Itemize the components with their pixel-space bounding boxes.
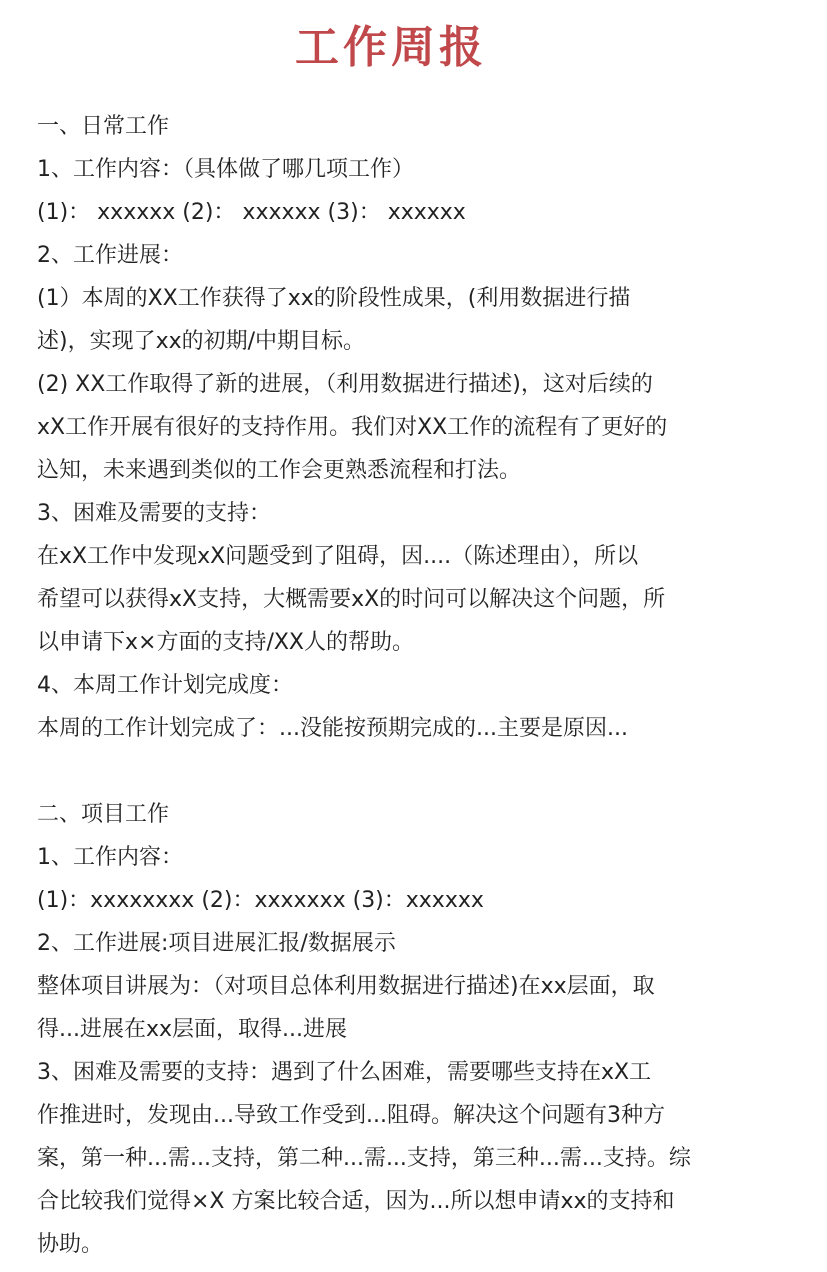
text-line: 作推进时，发现由...导致工作受到...阻碍。解决这个问题有3种方 bbox=[37, 1103, 665, 1128]
text-line: 在xX工作中发现xX问题受到了阻碍，因....（陈述理由），所以 bbox=[37, 544, 639, 569]
text-line: 1、工作内容：（具体做了哪几项工作） bbox=[37, 157, 414, 182]
text-line: (2) XX工作取得了新的进展，（利用数据进行描述)，这对后续的 bbox=[37, 372, 653, 397]
section-heading-project-work: 二、项目工作 bbox=[37, 802, 170, 827]
report-body bbox=[37, 105, 802, 1266]
text-line: 4、本周工作计划完成度： bbox=[37, 673, 293, 698]
page-title: 工作周报 bbox=[295, 22, 487, 73]
text-line: (1)：xxxxxxxx (2)：xxxxxxx (3)：xxxxxx bbox=[37, 888, 484, 913]
text-line: 3、困难及需要的支持： bbox=[37, 501, 271, 526]
text-line: 2、工作进展： bbox=[37, 243, 183, 268]
text-line: 案，第一种...需...支持，第二种...需...支持，第三种...需...支持。综 bbox=[37, 1146, 691, 1171]
text-line: 整体项目讲展为：（对项目总体利用数据进行描述)在xx层面，取 bbox=[37, 974, 655, 999]
text-line: 1、工作内容： bbox=[37, 845, 183, 870]
text-line: 3、困难及需要的支持：遇到了什么困难，需要哪些支持在xX工 bbox=[37, 1060, 652, 1085]
text-line: 希望可以获得xX支持，大概需要xX的时问可以解决这个问题，所 bbox=[37, 587, 666, 612]
text-line: 込知，未来遇到类似的工作会更熟悉流程和打法。 bbox=[37, 458, 522, 483]
text-line: xX工作开展有很好的支持作用。我们对XX工作的流程有了更好的 bbox=[37, 415, 668, 440]
text-line: 述)，实现了xx的初期/中期目标。 bbox=[37, 329, 366, 354]
text-line: 2、工作进展:项目进展汇报/数据展示 bbox=[37, 931, 396, 956]
text-line: 得...进展在xx层面，取得...进展 bbox=[37, 1017, 347, 1042]
section-heading-daily-work: 一、日常工作 bbox=[37, 114, 170, 139]
text-line: (1）本周的XX工作获得了xx的阶段性成果，(利用数据进行描 bbox=[37, 286, 631, 311]
section-spacer bbox=[37, 750, 802, 793]
text-line: 以申请下x×方面的支持/XX人的帮助。 bbox=[37, 630, 415, 655]
text-line: (1)： xxxxxx (2)： xxxxxx (3)： xxxxxx bbox=[37, 200, 466, 225]
text-line: 合比较我们觉得×X 方案比较合适，因为...所以想申请xx的支持和 bbox=[37, 1189, 675, 1214]
text-line: 本周的工作计划完成了：...没能按预期完成的...主要是原因... bbox=[37, 716, 628, 741]
text-line: 协助。 bbox=[37, 1232, 104, 1257]
